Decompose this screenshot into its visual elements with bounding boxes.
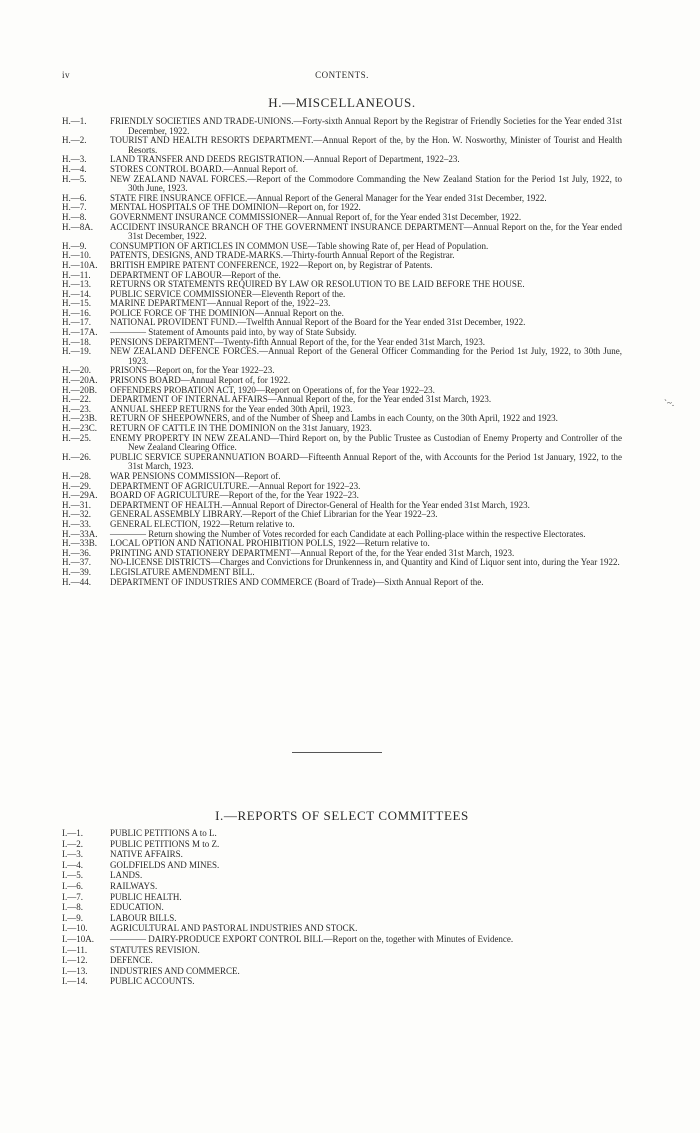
- entry-code: H.—13.: [62, 279, 91, 290]
- entry-code: I.—8.: [62, 902, 83, 913]
- page-number: iv: [62, 70, 71, 80]
- entry-code: I.—10A.: [62, 933, 94, 944]
- entry-text: DEPARTMENT OF HEALTH.—Annual Report of Director-General of Health for the Year ended 31st March, 1923.: [110, 499, 530, 510]
- section-divider: [292, 752, 382, 753]
- entry-text: EDUCATION.: [110, 902, 164, 913]
- entry-code: I.—6.: [62, 880, 83, 891]
- entry-code: H.—23.: [62, 403, 91, 414]
- entry-code: H.—29A.: [62, 490, 98, 501]
- entry-code: H.—2.: [62, 135, 87, 146]
- entry-code: H.—20A.: [62, 375, 98, 386]
- entry-code: H.—33B.: [62, 538, 98, 549]
- entry-code: H.—11.: [62, 269, 91, 280]
- entry-code: H.—17A.: [62, 327, 98, 338]
- list-item: [62, 923, 622, 934]
- entry-text: OFFENDERS PROBATION ACT, 1920—Report on Operations of, for the Year 1922–23.: [110, 384, 435, 395]
- entry-code: H.—25.: [62, 432, 91, 443]
- entry-code: H.—10.: [62, 250, 91, 261]
- list-item: [62, 934, 622, 945]
- list-item: [62, 881, 622, 892]
- list-item: [62, 839, 622, 850]
- entry-code: H.—31.: [62, 499, 91, 510]
- entry-code: H.—37.: [62, 557, 91, 568]
- entry-text: PRISONS BOARD—Annual Report of, for 1922.: [110, 375, 291, 386]
- entry-text: BRITISH EMPIRE PATENT CONFERENCE, 1922—Report on, by Registrar of Patents.: [110, 259, 433, 270]
- entry-text: PUBLIC SERVICE SUPERANNUATION BOARD—Fifteenth Annual Report of the, with Accounts for the Period 1st January, 1922, to the 31st March, 1923.: [110, 451, 622, 472]
- entry-code: H.—4.: [62, 163, 87, 174]
- list-item: [62, 902, 622, 913]
- running-head-title: CONTENTS.: [315, 70, 369, 80]
- entry-text: GENERAL ASSEMBLY LIBRARY.—Report of the Chief Librarian for the Year 1922–23.: [110, 509, 438, 520]
- entry-code: H.—33.: [62, 518, 91, 529]
- entry-text: PUBLIC SERVICE COMMISSIONER—Eleventh Report of the.: [110, 288, 346, 299]
- entry-text: ———— Statement of Amounts paid into, by way of State Subsidy.: [110, 327, 357, 338]
- entry-text: STATE FIRE INSURANCE OFFICE.—Annual Report of the General Manager for the Year ended 31st December, 1922.: [110, 192, 547, 203]
- entry-text: DEFENCE.: [110, 955, 153, 966]
- entry-text: AGRICULTURAL AND PASTORAL INDUSTRIES AND STOCK.: [110, 923, 358, 934]
- list-item: [62, 892, 622, 903]
- entry-code: H.—39.: [62, 566, 91, 577]
- entry-text: LEGISLATURE AMENDMENT BILL.: [110, 566, 255, 577]
- entry-code: H.—29.: [62, 480, 91, 491]
- entry-code: I.—2.: [62, 838, 83, 849]
- entry-code: H.—23C.: [62, 423, 98, 433]
- list-item: [62, 966, 622, 977]
- list-item: [62, 578, 622, 588]
- entry-code: H.—5.: [62, 173, 87, 184]
- entry-code: H.—36.: [62, 547, 91, 558]
- entry-code: H.—16.: [62, 307, 91, 318]
- entry-code: H.—20B.: [62, 384, 98, 395]
- list-item: [62, 453, 622, 472]
- entry-text: LANDS.: [110, 870, 143, 881]
- entry-text: GOVERNMENT INSURANCE COMMISSIONER—Annual Report of, for the Year ended 31st December, 1922.: [110, 211, 522, 222]
- section-i-list: [62, 828, 622, 987]
- entry-code: H.—19.: [62, 346, 91, 357]
- list-item: [62, 117, 622, 136]
- entry-text: TOURIST AND HEALTH RESORTS DEPARTMENT.—Annual Report of the, by the Hon. W. Nosworthy, Minister of Tourist and Health Resorts.: [110, 135, 622, 155]
- list-item: [62, 175, 622, 194]
- list-item: [62, 849, 622, 860]
- entry-code: I.—3.: [62, 849, 83, 860]
- entry-text: DEPARTMENT OF LABOUR—Report of the.: [110, 269, 281, 280]
- entry-text: WAR PENSIONS COMMISSION—Report of.: [110, 470, 281, 481]
- entry-text: NO-LICENSE DISTRICTS—Charges and Convictions for Drunkenness in, and Quantity and Kind of Liquor sent into, during the Year 1922.: [110, 557, 620, 568]
- entry-text: PRISONS—Report on, for the Year 1922–23.: [110, 365, 275, 376]
- entry-code: I.—14.: [62, 976, 88, 987]
- entry-text: LABOUR BILLS.: [110, 912, 177, 923]
- entry-text: NATIVE AFFAIRS.: [110, 849, 183, 860]
- entry-text: BOARD OF AGRICULTURE—Report of the, for the Year 1922–23.: [110, 490, 359, 501]
- entry-code: I.—10.: [62, 923, 88, 934]
- entry-text: NEW ZEALAND NAVAL FORCES.—Report of the Commodore Commanding the New Zealand Station for the Period 1st July, 1922, to 30th June, 1923.: [110, 173, 622, 194]
- entry-code: H.—33A.: [62, 528, 98, 539]
- entry-code: H.—23B.: [62, 413, 98, 424]
- entry-code: I.—13.: [62, 965, 88, 976]
- entry-text: NEW ZEALAND DEFENCE FORCES.—Annual Report of the General Officer Commanding for the Period 1st July, 1922, to 30th June, 1923.: [110, 346, 622, 366]
- entry-code: H.—3.: [62, 154, 87, 165]
- entry-text: ———— DAIRY-PRODUCE EXPORT CONTROL BILL—Report on the, together with Minutes of Evidence.: [110, 933, 514, 944]
- entry-text: PUBLIC PETITIONS M to Z.: [110, 838, 220, 849]
- margin-mark: `~.: [664, 398, 675, 408]
- entry-code: H.—8.: [62, 211, 87, 222]
- entry-code: I.—11.: [62, 944, 88, 955]
- entry-text: ANNUAL SHEEP RETURNS for the Year ended 30th April, 1923.: [110, 403, 353, 414]
- entry-text: PUBLIC ACCOUNTS.: [110, 976, 195, 987]
- entry-code: H.—20.: [62, 365, 91, 376]
- entry-text: LAND TRANSFER AND DEEDS REGISTRATION.—Annual Report of Department, 1922–23.: [110, 154, 460, 165]
- list-item: [62, 828, 622, 839]
- entry-code: H.—18.: [62, 336, 91, 347]
- entry-text: RETURNS OR STATEMENTS REQUIRED BY LAW OR RESOLUTION TO BE LAID BEFORE THE HOUSE.: [110, 279, 525, 290]
- entry-code: I.—9.: [62, 912, 83, 923]
- entry-code: H.—10A.: [62, 259, 98, 270]
- entry-text: GOLDFIELDS AND MINES.: [110, 859, 220, 870]
- entry-text: RETURN OF CATTLE IN THE DOMINION on the 31st January, 1923.: [110, 423, 372, 433]
- entry-code: I.—7.: [62, 891, 83, 902]
- entry-text: FRIENDLY SOCIETIES AND TRADE-UNIONS.—Forty-sixth Annual Report by the Registrar of Friendly Societies for the Year ended 31st December, 1922.: [110, 116, 622, 136]
- entry-text: NATIONAL PROVIDENT FUND.—Twelfth Annual Report of the Board for the Year ended 31st December, 1922.: [110, 317, 526, 328]
- entry-text: DEPARTMENT OF INDUSTRIES AND COMMERCE (Board of Trade)—Sixth Annual Report of the.: [110, 576, 484, 587]
- entry-code: H.—32.: [62, 509, 91, 520]
- entry-code: I.—5.: [62, 870, 83, 881]
- entry-text: INDUSTRIES AND COMMERCE.: [110, 965, 240, 976]
- entry-code: H.—15.: [62, 298, 91, 309]
- entry-code: H.—44.: [62, 576, 91, 587]
- entry-text: PATENTS, DESIGNS, AND TRADE-MARKS.—Thirty-fourth Annual Report of the Registrar.: [110, 250, 455, 261]
- entry-text: DEPARTMENT OF AGRICULTURE.—Annual Report for 1922–23.: [110, 480, 361, 491]
- entry-code: H.—9.: [62, 240, 87, 251]
- entry-text: CONSUMPTION OF ARTICLES IN COMMON USE—Table showing Rate of, per Head of Population.: [110, 240, 489, 251]
- entry-text: RAILWAYS.: [110, 880, 158, 891]
- list-item: [62, 223, 622, 242]
- list-item: [62, 913, 622, 924]
- entry-text: POLICE FORCE OF THE DOMINION—Annual Report on the.: [110, 307, 344, 318]
- list-item: [62, 945, 622, 956]
- entry-text: STATUTES REVISION.: [110, 944, 200, 955]
- list-item: [62, 347, 622, 366]
- entry-code: I.—1.: [62, 828, 83, 838]
- entry-code: H.—1.: [62, 116, 87, 126]
- entry-code: H.—14.: [62, 288, 91, 299]
- section-h-heading: H.—MISCELLANEOUS.: [268, 95, 416, 110]
- entry-code: H.—8A.: [62, 221, 93, 232]
- list-item: [62, 136, 622, 155]
- entry-text: PUBLIC HEALTH.: [110, 891, 182, 902]
- entry-text: ACCIDENT INSURANCE BRANCH OF THE GOVERNMENT INSURANCE DEPARTMENT—Annual Report on the, for the Year ended 31st December, 1922.: [110, 221, 622, 242]
- entry-code: H.—6.: [62, 192, 87, 203]
- list-item: [62, 870, 622, 881]
- entry-text: PUBLIC PETITIONS A to L.: [110, 828, 217, 838]
- entry-text: DEPARTMENT OF INTERNAL AFFAIRS—Annual Report of the, for the Year ended 31st March, 1923.: [110, 394, 492, 405]
- entry-text: MARINE DEPARTMENT—Annual Report of the, 1922–23.: [110, 298, 331, 309]
- entry-code: I.—4.: [62, 859, 83, 870]
- entry-code: H.—22.: [62, 394, 91, 405]
- entry-text: STORES CONTROL BOARD.—Annual Report of.: [110, 163, 299, 174]
- entry-text: ———— Return showing the Number of Votes recorded for each Candidate at each Polling-place within the respective Electorates.: [110, 528, 586, 539]
- list-item: [62, 434, 622, 453]
- entry-code: H.—7.: [62, 202, 87, 213]
- entry-code: I.—12.: [62, 955, 88, 966]
- list-item: [62, 955, 622, 966]
- entry-text: LOCAL OPTION AND NATIONAL PROHIBITION POLLS, 1922—Return relative to.: [110, 538, 430, 549]
- entry-text: PRINTING AND STATIONERY DEPARTMENT—Annual Report of the, for the Year ended 31st March, 1923.: [110, 547, 515, 558]
- entry-text: RETURN OF SHEEPOWNERS, and of the Number of Sheep and Lambs in each County, on the 30th April, 1922 and 1923.: [110, 413, 558, 424]
- entry-text: ENEMY PROPERTY IN NEW ZEALAND—Third Report on, by the Public Trustee as Custodian of Enemy Property and Controller of the New Zealand Clearing Office.: [110, 432, 622, 453]
- section-h-list: [62, 117, 622, 587]
- entry-text: GENERAL ELECTION, 1922—Return relative to.: [110, 518, 295, 529]
- section-i-heading: I.—REPORTS OF SELECT COMMITTEES: [215, 808, 469, 823]
- entry-text: PENSIONS DEPARTMENT—Twenty-fifth Annual Report of the, for the Year ended 31st March, 1923.: [110, 336, 485, 347]
- entry-code: H.—26.: [62, 451, 91, 462]
- entry-text: MENTAL HOSPITALS OF THE DOMINION—Report on, for 1922.: [110, 202, 361, 213]
- entry-code: H.—28.: [62, 470, 91, 481]
- list-item: [62, 860, 622, 871]
- list-item: [62, 976, 622, 987]
- entry-code: H.—17.: [62, 317, 91, 328]
